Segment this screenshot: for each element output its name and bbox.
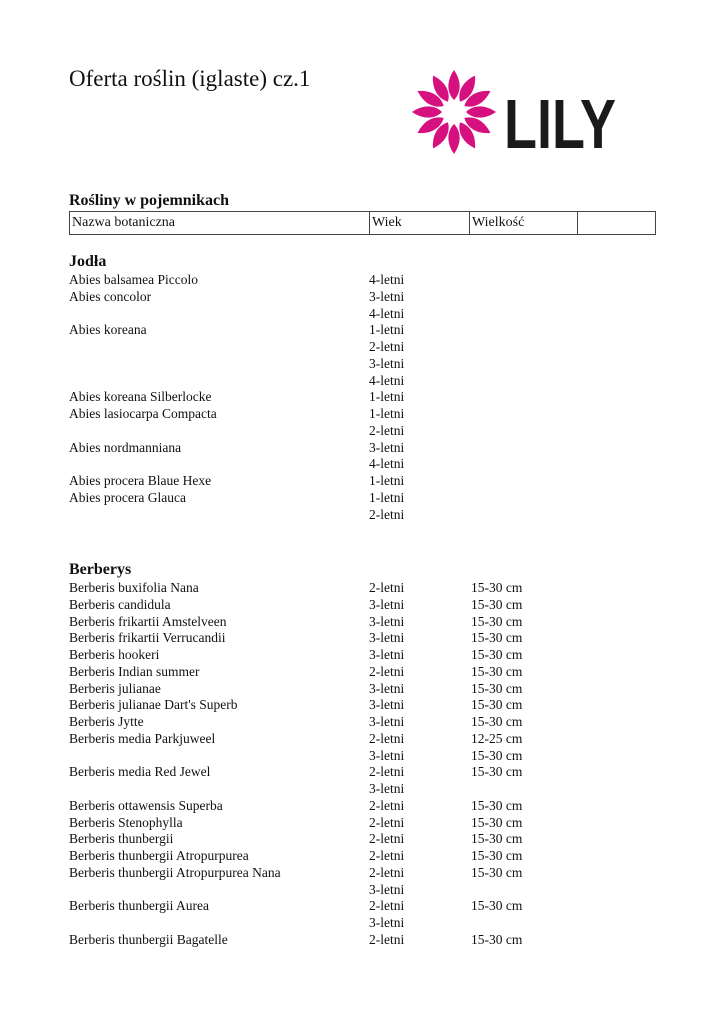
plant-age: 3-letni [369,630,405,646]
plant-age: 3-letni [369,714,405,729]
plant-list [69,272,655,523]
plant-row [69,339,655,356]
plant-age: 1-letni [369,489,405,505]
plant-row [69,647,655,664]
plant-age: 3-letni [369,355,405,371]
plant-size: 12-25 cm [471,730,523,746]
plant-group-berberys [69,560,655,949]
plant-age: 3-letni [369,613,405,629]
plant-age: 2-letni [369,580,405,595]
plant-row [69,597,655,614]
flower-petal [448,70,459,100]
plant-name: Berberis Jytte [69,714,144,729]
plant-name: Berberis media Parkjuweel [69,730,216,746]
plant-name: Berberis thunbergii Bagatelle [69,931,228,947]
plant-size: 15-30 cm [471,864,523,880]
plant-age: 4-letni [369,272,405,287]
plant-size: 15-30 cm [471,831,523,847]
plant-row [69,306,655,323]
plant-name: Berberis thunbergii Atropurpurea Nana [69,864,281,880]
plant-row [69,731,655,748]
plant-name: Abies koreana Silberlocke [69,389,212,405]
plant-row [69,490,655,507]
plant-size: 15-30 cm [471,697,523,713]
plant-age: 1-letni [369,389,405,405]
plant-row [69,815,655,832]
plant-age: 2-letni [369,898,405,914]
plant-row [69,798,655,815]
logo-text: LILY [504,85,616,163]
plant-name: Abies lasiocarpa Compacta [69,406,217,421]
plant-age: 2-letni [369,506,405,522]
plant-name: Berberis buxifolia Nana [69,580,199,595]
plant-name: Abies procera Blaue Hexe [69,473,212,488]
plant-size: 15-30 cm [471,663,523,679]
plant-name: Berberis Stenophylla [69,814,183,830]
plant-size: 15-30 cm [471,747,523,763]
plant-row [69,614,655,631]
plant-age: 4-letni [369,456,405,472]
plant-age: 1-letni [369,322,405,338]
plant-row [69,831,655,848]
plant-age: 2-letni [369,663,405,679]
plant-row [69,915,655,932]
plant-size: 15-30 cm [471,630,523,646]
lily-logo [410,68,620,163]
column-header-extra [578,212,656,235]
plant-size: 15-30 cm [471,680,523,696]
plant-name: Abies procera Glauca [69,489,186,505]
plant-row [69,681,655,698]
plant-age: 2-letni [369,814,405,830]
plant-row [69,456,655,473]
plant-size: 15-30 cm [471,647,523,662]
plant-name: Abies concolor [69,288,152,304]
plant-name: Berberis ottawensis Superba [69,797,223,813]
column-header-age: Wiek [370,212,470,235]
plant-name: Abies balsamea Piccolo [69,272,198,287]
section-heading: Rośliny w pojemnikach [69,192,230,209]
plant-row [69,932,655,949]
plant-size: 15-30 cm [471,580,523,595]
plant-row [69,440,655,457]
flower-center [445,103,463,121]
plant-row [69,507,655,524]
column-header-table [69,211,656,235]
plant-row [69,764,655,781]
plant-age: 4-letni [369,305,405,321]
plant-age: 1-letni [369,406,405,421]
plant-row [69,406,655,423]
plant-age: 3-letni [369,781,405,796]
plant-age: 3-letni [369,697,405,713]
plant-age: 2-letni [369,831,405,847]
plant-age: 3-letni [369,747,405,763]
plant-row [69,882,655,899]
plant-row [69,322,655,339]
plant-age: 2-letni [369,848,405,863]
plant-name: Berberis frikartii Verrucandii [69,630,226,646]
plant-name: Abies nordmanniana [69,439,182,455]
plant-age: 3-letni [369,680,405,696]
plant-name: Berberis thunbergii Aurea [69,898,209,914]
plant-size: 15-30 cm [471,714,523,729]
plant-row [69,781,655,798]
plant-row [69,714,655,731]
plant-row [69,423,655,440]
plant-age: 2-letni [369,764,405,780]
plant-list [69,580,655,949]
plant-age: 3-letni [369,647,405,662]
plant-age: 3-letni [369,288,405,304]
flower-petal [466,106,496,117]
plant-name: Abies koreana [69,322,147,338]
page-title: Oferta roślin (iglaste) cz.1 [69,66,311,91]
plant-age: 3-letni [369,915,405,930]
plant-size: 15-30 cm [471,931,523,947]
plant-age: 2-letni [369,730,405,746]
plant-row [69,898,655,915]
plant-row [69,272,655,289]
plant-row [69,630,655,647]
flower-petal [412,106,442,117]
flower-icon [412,70,496,154]
plant-row [69,389,655,406]
plant-size: 15-30 cm [471,848,523,863]
plant-name: Berberis Indian summer [69,663,200,679]
column-header-name: Nazwa botaniczna [70,212,370,235]
plant-age: 2-letni [369,422,405,438]
column-header-size: Wielkość [470,212,578,235]
plant-row [69,580,655,597]
plant-row [69,697,655,714]
plant-age: 1-letni [369,473,405,488]
plant-age: 4-letni [369,372,405,388]
plant-name: Berberis julianae Dart's Superb [69,697,238,713]
plant-row [69,748,655,765]
plant-size: 15-30 cm [471,814,523,830]
plant-name: Berberis frikartii Amstelveen [69,613,227,629]
plant-size: 15-30 cm [471,596,523,612]
plant-age: 2-letni [369,864,405,880]
plant-group-jodla [69,252,655,523]
plant-name: Berberis julianae [69,680,161,696]
plant-name: Berberis thunbergii Atropurpurea [69,848,249,863]
plant-size: 15-30 cm [471,898,523,914]
plant-row [69,373,655,390]
plant-age: 2-letni [369,931,405,947]
plant-age: 3-letni [369,881,405,897]
plant-name: Berberis candidula [69,596,171,612]
group-title: Berberys [69,561,132,578]
plant-row [69,473,655,490]
plant-name: Berberis media Red Jewel [69,764,211,780]
plant-size: 15-30 cm [471,797,523,813]
plant-row [69,356,655,373]
plant-name: Berberis hookeri [69,647,160,662]
plant-age: 3-letni [369,596,405,612]
plant-row [69,664,655,681]
plant-age: 3-letni [369,439,405,455]
plant-age: 2-letni [369,339,405,354]
plant-age: 2-letni [369,797,405,813]
plant-size: 15-30 cm [471,613,523,629]
plant-row [69,865,655,882]
plant-row [69,289,655,306]
plant-row [69,848,655,865]
plant-size: 15-30 cm [471,764,523,780]
plant-name: Berberis thunbergii [69,831,174,847]
flower-petal [448,124,459,154]
group-title: Jodła [69,253,107,270]
